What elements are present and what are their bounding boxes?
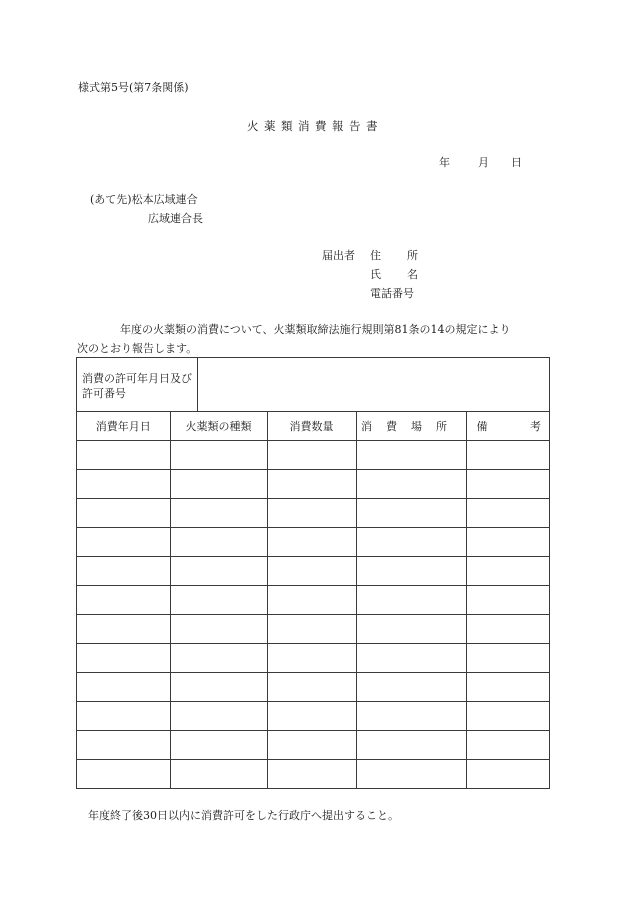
header-explosive-type: 火薬類の種類	[170, 412, 267, 441]
table-cell[interactable]	[267, 760, 356, 789]
table-cell[interactable]	[356, 470, 466, 499]
report-form-table	[76, 357, 550, 789]
table-cell[interactable]	[267, 644, 356, 673]
table-cell[interactable]	[170, 702, 267, 731]
table-cell[interactable]	[77, 615, 170, 644]
table-cell[interactable]	[267, 441, 356, 470]
form-number: 様式第5号(第7条関係)	[78, 81, 189, 94]
table-cell[interactable]	[77, 586, 170, 615]
table-cell[interactable]	[170, 673, 267, 702]
table-row	[77, 499, 549, 528]
body-text-line-1: 年度の火薬類の消費について、火薬類取締法施行規則第81条の14の規定により	[120, 323, 511, 336]
table-cell[interactable]	[267, 470, 356, 499]
table-row	[77, 731, 549, 760]
table-cell[interactable]	[267, 557, 356, 586]
table-row	[77, 702, 549, 731]
table-cell[interactable]	[170, 557, 267, 586]
name-label: 氏 名	[370, 268, 418, 281]
table-cell[interactable]	[267, 731, 356, 760]
footnote: 年度終了後30日以内に消費許可をした行政庁へ提出すること。	[88, 809, 399, 822]
table-row	[77, 586, 549, 615]
header-quantity: 消費数量	[267, 412, 356, 441]
table-row	[77, 615, 549, 644]
table-cell[interactable]	[170, 615, 267, 644]
table-cell[interactable]	[267, 499, 356, 528]
table-cell[interactable]	[170, 760, 267, 789]
table-cell[interactable]	[466, 673, 549, 702]
date-year-label: 年	[439, 156, 450, 169]
phone-label: 電話番号	[370, 287, 414, 300]
table-cell[interactable]	[170, 731, 267, 760]
table-cell[interactable]	[466, 760, 549, 789]
table-cell[interactable]	[466, 615, 549, 644]
consumption-table	[77, 412, 549, 788]
document-title: 火薬類消費報告書	[247, 119, 383, 133]
table-cell[interactable]	[170, 499, 267, 528]
address-label: 住 所	[370, 249, 418, 262]
table-cell[interactable]	[356, 615, 466, 644]
table-cell[interactable]	[466, 702, 549, 731]
table-cell[interactable]	[267, 615, 356, 644]
table-cell[interactable]	[170, 644, 267, 673]
table-row	[77, 644, 549, 673]
table-cell[interactable]	[77, 760, 170, 789]
table-cell[interactable]	[466, 441, 549, 470]
table-row	[77, 470, 549, 499]
table-cell[interactable]	[77, 470, 170, 499]
body-text-line-2: 次のとおり報告します。	[77, 342, 198, 355]
table-cell[interactable]	[356, 644, 466, 673]
table-cell[interactable]	[170, 586, 267, 615]
table-cell[interactable]	[77, 702, 170, 731]
table-cell[interactable]	[466, 731, 549, 760]
table-cell[interactable]	[170, 528, 267, 557]
table-cell[interactable]	[466, 528, 549, 557]
table-cell[interactable]	[356, 586, 466, 615]
header-remarks: 備 考	[466, 412, 549, 441]
table-cell[interactable]	[170, 470, 267, 499]
table-cell[interactable]	[356, 499, 466, 528]
table-cell[interactable]	[77, 528, 170, 557]
permit-value-field[interactable]	[198, 358, 549, 411]
table-cell[interactable]	[466, 586, 549, 615]
table-cell[interactable]	[267, 702, 356, 731]
table-cell[interactable]	[77, 441, 170, 470]
applicant-label: 届出者	[322, 249, 355, 262]
table-row	[77, 441, 549, 470]
table-cell[interactable]	[77, 644, 170, 673]
table-cell[interactable]	[77, 731, 170, 760]
table-cell[interactable]	[170, 441, 267, 470]
table-cell[interactable]	[356, 557, 466, 586]
table-cell[interactable]	[77, 673, 170, 702]
table-cell[interactable]	[356, 731, 466, 760]
header-location: 消費場所	[356, 412, 466, 441]
table-cell[interactable]	[466, 499, 549, 528]
table-header-row	[77, 412, 549, 441]
table-cell[interactable]	[267, 586, 356, 615]
header-consumption-date: 消費年月日	[77, 412, 170, 441]
table-cell[interactable]	[466, 470, 549, 499]
date-day-label: 日	[511, 156, 522, 169]
table-cell[interactable]	[356, 528, 466, 557]
table-cell[interactable]	[267, 528, 356, 557]
table-cell[interactable]	[77, 557, 170, 586]
table-cell[interactable]	[77, 499, 170, 528]
date-month-label: 月	[478, 156, 489, 169]
table-row	[77, 760, 549, 789]
permit-row	[77, 358, 549, 412]
table-row	[77, 557, 549, 586]
table-cell[interactable]	[466, 644, 549, 673]
permit-label: 消費の許可年月日及び許可番号	[77, 358, 198, 411]
table-cell[interactable]	[356, 441, 466, 470]
table-row	[77, 528, 549, 557]
table-cell[interactable]	[267, 673, 356, 702]
table-cell[interactable]	[466, 557, 549, 586]
table-cell[interactable]	[356, 673, 466, 702]
addressee: (あて先)松本広域連合	[90, 193, 198, 206]
addressee-title: 広域連合長	[148, 212, 203, 225]
table-cell[interactable]	[356, 702, 466, 731]
table-row	[77, 673, 549, 702]
table-cell[interactable]	[356, 760, 466, 789]
